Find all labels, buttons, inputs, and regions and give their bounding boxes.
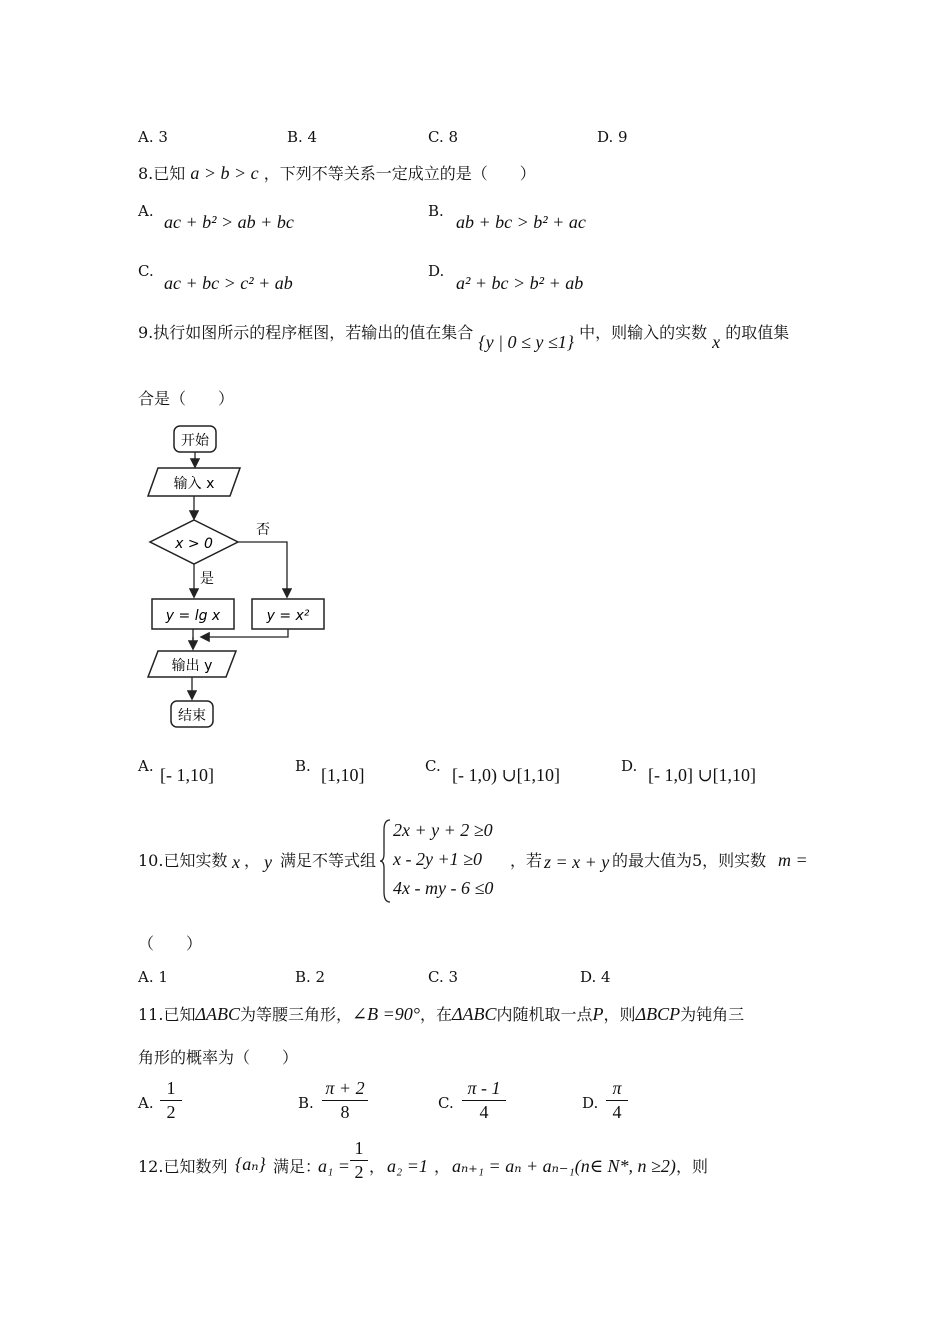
flow-input-label: 输入 x <box>173 476 215 492</box>
q11-t1: 为等腰三角形， <box>240 1005 353 1024</box>
q11-c-den: 4 <box>479 1102 489 1122</box>
q11-option-d <box>606 1078 628 1123</box>
q11-option-a <box>160 1078 182 1123</box>
flow-output-label: 输出 y <box>171 658 213 674</box>
q10-option-d: D. 4 <box>580 968 611 986</box>
q11-triangle-2: ΔABC <box>451 1004 497 1024</box>
q12-a1-num: 1 <box>350 1138 368 1161</box>
flow-right-label: y = x² <box>266 608 310 624</box>
q12-prefix: 12.已知数列 <box>138 1157 228 1176</box>
q11-option-c <box>462 1078 506 1123</box>
q11-label-d: D. <box>582 1094 599 1112</box>
q11-triangle-1: ΔABC <box>195 1004 241 1024</box>
q11-point: P <box>592 1004 604 1024</box>
flow-end-label: 结束 <box>178 708 206 724</box>
q9-label-b: B. <box>295 757 311 775</box>
q9-stem <box>138 320 790 352</box>
flow-no-label: 否 <box>256 522 270 538</box>
q7-option-c: C. 8 <box>428 128 459 146</box>
q11-c-num: π - 1 <box>462 1078 506 1101</box>
q8-label-a: A. <box>138 202 154 220</box>
q10-m: m = <box>778 850 808 870</box>
q9-option-a: [- 1,10] <box>160 765 214 785</box>
q12-recurrence: aₙ₊₁ = aₙ + aₙ₋₁(n∈ N*, n ≥2) <box>452 1156 676 1176</box>
q8-option-d: a² + bc > b² + ab <box>456 273 584 293</box>
q11-b-den: 8 <box>340 1102 350 1122</box>
q11-a-den: 2 <box>166 1102 176 1122</box>
q8-label-c: C. <box>138 262 154 280</box>
q12-sep: ， <box>369 1157 386 1176</box>
q7-option-d: D. 9 <box>597 128 628 146</box>
q10-mid: 满足不等式组 <box>280 851 377 870</box>
q9-label-a: A. <box>138 757 154 775</box>
q10-option-c: C. 3 <box>428 968 459 986</box>
q9-option-d: [- 1,0] ∪[1,10] <box>648 765 757 785</box>
flow-left-label: y = lg x <box>165 608 221 624</box>
q8-prefix: 8.已知 <box>138 164 186 183</box>
q10-var-x: x <box>232 852 240 872</box>
q9-middle: 中，则输入的实数 <box>579 323 708 342</box>
q10-brace <box>380 818 392 904</box>
flow-yes-label: 是 <box>200 571 214 587</box>
q11-prefix: 11.已知 <box>138 1005 196 1024</box>
q7-option-b: B. 4 <box>287 128 318 146</box>
q9-label-c: C. <box>425 757 441 775</box>
q9-option-c: [- 1,0) ∪[1,10] <box>452 765 561 785</box>
q12-a1-den: 2 <box>354 1162 364 1182</box>
q10-ineq-2: x - 2y +1 ≥0 <box>393 849 482 869</box>
q10-comma: ， <box>244 851 261 870</box>
q11-d-den: 4 <box>612 1102 622 1122</box>
q11-t4: ，则 <box>603 1005 636 1024</box>
q12-seq: {aₙ} <box>235 1154 266 1174</box>
q11-b-num: π + 2 <box>322 1078 368 1101</box>
q11-d-num: π <box>606 1078 628 1101</box>
q12-a1-frac <box>350 1138 368 1183</box>
q11-stem-line2: 角形的概率为（ ） <box>138 1048 299 1067</box>
q10-var-y: y <box>264 852 272 872</box>
q9-set: {y | 0 ≤ y ≤1} <box>478 332 574 352</box>
q11-t2: ，在 <box>419 1005 452 1024</box>
q12-tail: ，则 <box>676 1157 709 1176</box>
q9-suffix: 的取值集 <box>725 323 790 342</box>
q11-label-b: B. <box>298 1094 314 1112</box>
q11-stem <box>138 1002 744 1025</box>
q8-option-c: ac + bc > c² + ab <box>164 273 293 293</box>
q8-option-b: ab + bc > b² + ac <box>456 212 586 232</box>
q11-t5: 为钝角三 <box>680 1005 745 1024</box>
q8-suffix: ，下列不等关系一定成立的是（ ） <box>263 164 536 183</box>
q9-label-d: D. <box>621 757 638 775</box>
q11-label-a: A. <box>138 1094 154 1112</box>
q12-a1: a₁ = <box>318 1156 350 1176</box>
q11-angle: ∠B =90° <box>352 1004 420 1024</box>
q10-tail: 的最大值为5，则实数 <box>612 851 767 870</box>
q10-if: ，若 <box>510 851 543 870</box>
q11-triangle-3: ΔBCP <box>635 1004 681 1024</box>
q10-option-b: B. 2 <box>295 968 326 986</box>
q10-prefix: 10.已知实数 <box>138 851 228 870</box>
q10-option-a: A. 1 <box>138 968 168 986</box>
q8-label-d: D. <box>428 262 445 280</box>
q7-option-a: A. 3 <box>138 128 168 146</box>
q12-sep2: ， <box>434 1157 451 1176</box>
q9-option-b: [1,10] <box>321 765 365 785</box>
q9-var: x <box>712 332 721 352</box>
q8-label-b: B. <box>428 202 444 220</box>
q10-objective: z = x + y <box>544 852 610 872</box>
q11-label-c: C. <box>438 1094 454 1112</box>
flow-start-label: 开始 <box>181 433 209 449</box>
q11-t3: 内随机取一点 <box>496 1005 593 1024</box>
q10-paren: （ ） <box>138 934 203 953</box>
q10-ineq-1: 2x + y + 2 ≥0 <box>393 820 493 840</box>
q8-option-a: ac + b² > ab + bc <box>164 212 294 232</box>
flow-decision-label: x > 0 <box>175 536 213 552</box>
q9-prefix: 9.执行如图所示的程序框图，若输出的值在集合 <box>138 323 474 342</box>
q12-a2: a₂ =1 <box>387 1156 428 1176</box>
q8-condition: a > b > c <box>190 163 259 183</box>
q11-a-num: 1 <box>160 1078 182 1101</box>
q10-ineq-3: 4x - my - 6 ≤0 <box>393 878 494 898</box>
q12-t1: 满足： <box>273 1157 322 1176</box>
q11-option-b <box>322 1078 368 1123</box>
q8-stem <box>138 161 536 184</box>
q9-stem-line2: 合是（ ） <box>138 389 235 408</box>
flowchart <box>140 420 350 730</box>
